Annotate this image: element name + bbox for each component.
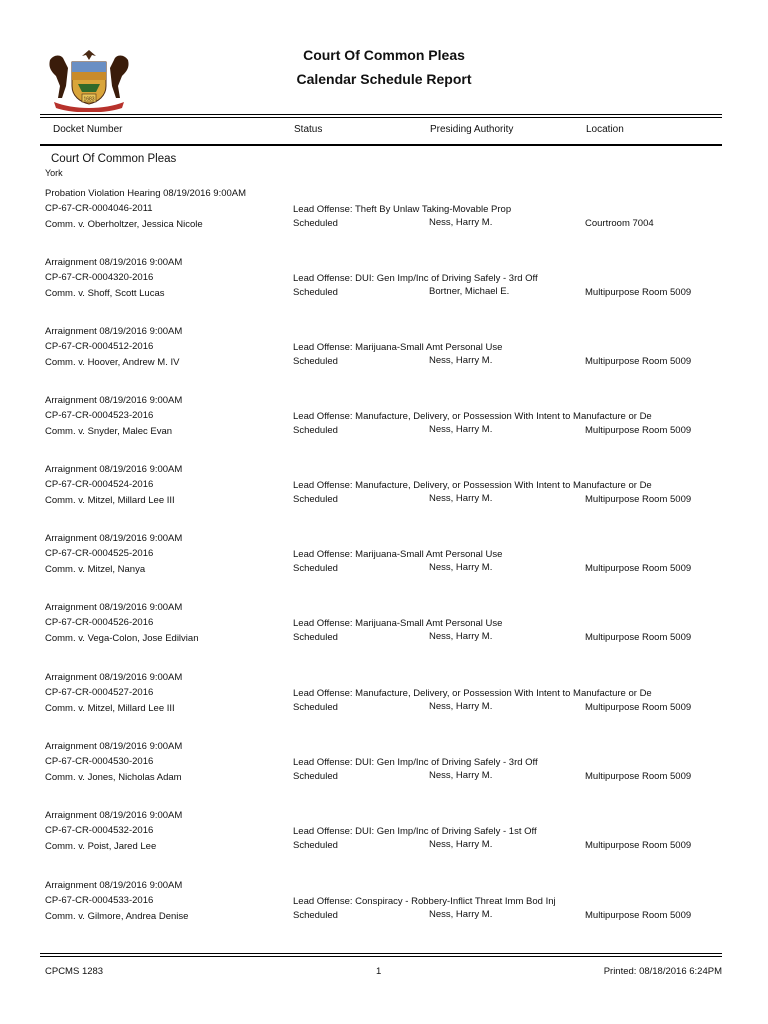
lead-offense: Lead Offense: DUI: Gen Imp/Inc of Driving Safely - 3rd Off — [293, 757, 538, 768]
case-status: Scheduled — [293, 425, 338, 436]
case-entry — [0, 257, 768, 317]
docket-number: CP-67-CR-0004533-2016 — [45, 895, 154, 906]
case-location: Multipurpose Room 5009 — [585, 632, 692, 643]
hearing-type-time: Arraignment 08/19/2016 9:00AM — [45, 257, 183, 268]
lead-offense: Lead Offense: Theft By Unlaw Taking-Movable Prop — [293, 204, 512, 215]
case-entry — [0, 810, 768, 870]
case-entry — [0, 602, 768, 662]
case-caption: Comm. v. Gilmore, Andrea Denise — [45, 911, 189, 922]
header-rule-bottom — [40, 144, 722, 146]
printed-timestamp: Printed: 08/18/2016 6:24PM — [603, 966, 722, 977]
presiding-authority: Bortner, Michael E. — [429, 286, 510, 297]
lead-offense: Lead Offense: Manufacture, Delivery, or Possession With Intent to Manufacture or De — [293, 688, 652, 699]
lead-offense: Lead Offense: Manufacture, Delivery, or Possession With Intent to Manufacture or De — [293, 411, 652, 422]
case-location: Multipurpose Room 5009 — [585, 702, 692, 713]
hearing-type-time: Arraignment 08/19/2016 9:00AM — [45, 672, 183, 683]
column-header-location: Location — [586, 124, 624, 135]
docket-number: CP-67-CR-0004046-2011 — [45, 203, 153, 214]
header-rule-top-double — [40, 117, 722, 118]
case-location: Multipurpose Room 5009 — [585, 910, 692, 921]
county-name: York — [45, 168, 63, 178]
lead-offense: Lead Offense: DUI: Gen Imp/Inc of Driving Safely - 3rd Off — [293, 273, 538, 284]
footer-rule-double — [40, 956, 722, 957]
case-caption: Comm. v. Mitzel, Millard Lee III — [45, 495, 175, 506]
lead-offense: Lead Offense: Marijuana-Small Amt Personal Use — [293, 618, 503, 629]
presiding-authority: Ness, Harry M. — [429, 217, 493, 228]
seal-year: 1683 — [83, 96, 95, 103]
form-number: CPCMS 1283 — [45, 966, 104, 977]
docket-number: CP-67-CR-0004532-2016 — [45, 825, 154, 836]
presiding-authority: Ness, Harry M. — [429, 424, 493, 435]
hearing-type-time: Arraignment 08/19/2016 9:00AM — [45, 395, 183, 406]
case-entry — [0, 741, 768, 801]
docket-number: CP-67-CR-0004526-2016 — [45, 617, 154, 628]
case-location: Multipurpose Room 5009 — [585, 356, 692, 367]
page-number: 1 — [376, 966, 382, 977]
column-header-docket: Docket Number — [53, 124, 123, 135]
case-status: Scheduled — [293, 771, 338, 782]
lead-offense: Lead Offense: Conspiracy - Robbery-Inflict Threat Imm Bod Inj — [293, 896, 556, 907]
hearing-type-time: Arraignment 08/19/2016 9:00AM — [45, 741, 183, 752]
case-location: Multipurpose Room 5009 — [585, 563, 692, 574]
case-location: Multipurpose Room 5009 — [585, 287, 692, 298]
header-rule-top — [40, 114, 722, 115]
docket-number: CP-67-CR-0004320-2016 — [45, 272, 154, 283]
case-caption: Comm. v. Vega-Colon, Jose Edilvian — [45, 633, 199, 644]
case-entry — [0, 188, 768, 248]
footer-rule-top — [40, 953, 722, 954]
hearing-type-time: Probation Violation Hearing 08/19/2016 9:00AM — [45, 188, 247, 199]
docket-number: CP-67-CR-0004512-2016 — [45, 341, 154, 352]
hearing-type-time: Arraignment 08/19/2016 9:00AM — [45, 602, 183, 613]
case-caption: Comm. v. Snyder, Malec Evan — [45, 426, 173, 437]
lead-offense: Lead Offense: Manufacture, Delivery, or Possession With Intent to Manufacture or De — [293, 480, 652, 491]
case-location: Courtroom 7004 — [585, 218, 654, 229]
hearing-type-time: Arraignment 08/19/2016 9:00AM — [45, 326, 183, 337]
case-status: Scheduled — [293, 563, 338, 574]
lead-offense: Lead Offense: Marijuana-Small Amt Personal Use — [293, 342, 503, 353]
case-status: Scheduled — [293, 218, 338, 229]
report-title: Calendar Schedule Report — [296, 71, 472, 87]
case-status: Scheduled — [293, 840, 338, 851]
case-status: Scheduled — [293, 287, 338, 298]
hearing-type-time: Arraignment 08/19/2016 9:00AM — [45, 533, 183, 544]
case-caption: Comm. v. Mitzel, Nanya — [45, 564, 146, 575]
docket-number: CP-67-CR-0004525-2016 — [45, 548, 154, 559]
presiding-authority: Ness, Harry M. — [429, 770, 493, 781]
case-entry — [0, 672, 768, 732]
case-caption: Comm. v. Jones, Nicholas Adam — [45, 772, 182, 783]
docket-number: CP-67-CR-0004530-2016 — [45, 756, 154, 767]
lead-offense: Lead Offense: DUI: Gen Imp/Inc of Driving Safely - 1st Off — [293, 826, 537, 837]
presiding-authority: Ness, Harry M. — [429, 562, 493, 573]
docket-number: CP-67-CR-0004527-2016 — [45, 687, 154, 698]
report-court-title: Court Of Common Pleas — [303, 47, 465, 63]
case-entry — [0, 533, 768, 593]
court-name: Court Of Common Pleas — [51, 153, 177, 165]
case-entry — [0, 395, 768, 455]
case-location: Multipurpose Room 5009 — [585, 494, 692, 505]
case-caption: Comm. v. Oberholtzer, Jessica Nicole — [45, 219, 203, 230]
column-header-authority: Presiding Authority — [430, 124, 514, 135]
case-location: Multipurpose Room 5009 — [585, 771, 692, 782]
case-caption: Comm. v. Poist, Jared Lee — [45, 841, 157, 852]
hearing-type-time: Arraignment 08/19/2016 9:00AM — [45, 464, 183, 475]
case-status: Scheduled — [293, 910, 338, 921]
case-caption: Comm. v. Mitzel, Millard Lee III — [45, 703, 175, 714]
case-caption: Comm. v. Shoff, Scott Lucas — [45, 288, 165, 299]
presiding-authority: Ness, Harry M. — [429, 909, 493, 920]
lead-offense: Lead Offense: Marijuana-Small Amt Personal Use — [293, 549, 503, 560]
case-status: Scheduled — [293, 632, 338, 643]
docket-number: CP-67-CR-0004524-2016 — [45, 479, 154, 490]
column-header-status: Status — [294, 124, 323, 135]
case-status: Scheduled — [293, 356, 338, 367]
hearing-type-time: Arraignment 08/19/2016 9:00AM — [45, 880, 183, 891]
case-location: Multipurpose Room 5009 — [585, 425, 692, 436]
docket-number: CP-67-CR-0004523-2016 — [45, 410, 154, 421]
case-entry — [0, 464, 768, 524]
presiding-authority: Ness, Harry M. — [429, 701, 493, 712]
hearing-type-time: Arraignment 08/19/2016 9:00AM — [45, 810, 183, 821]
case-entry — [0, 880, 768, 940]
presiding-authority: Ness, Harry M. — [429, 493, 493, 504]
presiding-authority: Ness, Harry M. — [429, 355, 493, 366]
presiding-authority: Ness, Harry M. — [429, 631, 493, 642]
case-entry — [0, 326, 768, 386]
case-location: Multipurpose Room 5009 — [585, 840, 692, 851]
case-caption: Comm. v. Hoover, Andrew M. IV — [45, 357, 180, 368]
case-status: Scheduled — [293, 702, 338, 713]
presiding-authority: Ness, Harry M. — [429, 839, 493, 850]
case-status: Scheduled — [293, 494, 338, 505]
